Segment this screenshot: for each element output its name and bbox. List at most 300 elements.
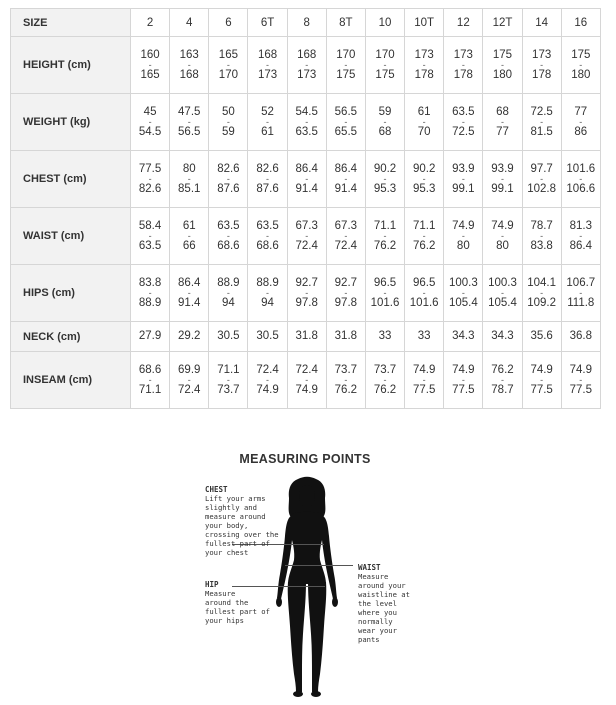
cell-value: 34.3 <box>491 330 514 343</box>
table-row <box>11 37 601 94</box>
cell-range-dash: - <box>148 174 152 184</box>
table-cell <box>170 151 209 208</box>
cell-min-value: 86.4 <box>295 162 318 175</box>
cell-range-dash: - <box>344 231 348 241</box>
table-cell <box>170 322 209 352</box>
cell-range-dash: - <box>500 117 504 127</box>
cell-max-value: 70 <box>417 126 431 138</box>
cell-max-value: 178 <box>414 69 434 81</box>
cell-range-dash: - <box>383 117 387 127</box>
cell-max-value: 68 <box>378 126 392 138</box>
cell-min-value: 173 <box>532 48 552 61</box>
table-row <box>11 208 601 265</box>
table-cell <box>405 94 444 151</box>
cell-range-dash: - <box>305 117 309 127</box>
hip-annotation-line: fullest part of <box>205 607 270 616</box>
cell-min-value: 168 <box>257 48 278 61</box>
table-cell <box>405 352 444 409</box>
cell-min-value: 72.4 <box>256 363 279 376</box>
cell-value: 27.9 <box>138 330 162 343</box>
cell-min-value: 96.5 <box>373 276 397 289</box>
cell-range-dash: - <box>305 231 309 241</box>
cell-min-value: 77 <box>574 105 588 118</box>
cell-max-value: 80 <box>496 240 509 252</box>
cell-min-value: 76.2 <box>491 363 514 376</box>
cell-min-value: 69.9 <box>178 363 201 376</box>
table-cell <box>365 94 404 151</box>
cell-max-value: 99.1 <box>452 183 475 195</box>
hip-annotation-title: HIP <box>205 580 219 589</box>
table-cell <box>131 352 170 409</box>
table-cell <box>522 151 561 208</box>
hip-annotation-line: around the <box>205 598 249 607</box>
cell-max-value: 72.4 <box>295 240 318 252</box>
table-cell <box>209 265 248 322</box>
cell-min-value: 45 <box>143 105 157 118</box>
cell-min-value: 90.2 <box>373 162 397 175</box>
cell-range-dash: - <box>344 60 348 70</box>
cell-min-value: 74.9 <box>569 363 592 376</box>
cell-max-value: 87.6 <box>217 183 240 195</box>
cell-value: 31.8 <box>334 330 358 343</box>
table-cell <box>405 265 444 322</box>
cell-max-value: 101.6 <box>409 297 439 309</box>
size-col-8: 8 <box>287 9 326 37</box>
chest-annotation-line: your chest <box>205 548 249 557</box>
waist-annotation-title: WAIST <box>358 563 381 572</box>
size-table-body <box>11 37 601 409</box>
size-col-14: 14 <box>522 9 561 37</box>
waist-annotation-line: normally <box>358 617 393 626</box>
waist-annotation-line: where you <box>358 608 397 617</box>
cell-range-dash: - <box>148 117 152 127</box>
chest-annotation-line: slightly and <box>205 503 257 512</box>
table-cell <box>483 151 522 208</box>
table-cell <box>248 208 287 265</box>
cell-range-dash: - <box>266 375 270 385</box>
cell-min-value: 47.5 <box>178 105 201 118</box>
table-cell <box>561 322 600 352</box>
cell-max-value: 99.1 <box>491 183 514 195</box>
table-cell <box>248 352 287 409</box>
cell-max-value: 101.6 <box>370 297 400 309</box>
cell-max-value: 105.4 <box>488 297 517 309</box>
cell-max-value: 77.5 <box>412 384 436 396</box>
cell-max-value: 68.6 <box>256 240 279 252</box>
cell-range-dash: - <box>187 117 191 127</box>
cell-max-value: 78.7 <box>491 384 514 396</box>
table-cell <box>170 265 209 322</box>
table-cell <box>405 208 444 265</box>
cell-min-value: 74.9 <box>452 363 475 376</box>
cell-max-value: 56.5 <box>178 126 201 138</box>
table-cell <box>287 322 326 352</box>
cell-min-value: 93.9 <box>491 162 514 175</box>
cell-range-dash: - <box>266 288 270 298</box>
table-row <box>11 94 601 151</box>
cell-range-dash: - <box>266 231 270 241</box>
table-cell <box>209 94 248 151</box>
cell-range-dash: - <box>226 60 230 70</box>
cell-value: 36.8 <box>569 330 592 343</box>
row-label: INSEAM (cm) <box>11 352 131 409</box>
cell-value: 35.6 <box>530 330 553 343</box>
table-cell <box>170 352 209 409</box>
cell-range-dash: - <box>344 117 348 127</box>
cell-max-value: 102.8 <box>527 183 557 195</box>
cell-max-value: 74.9 <box>256 384 279 396</box>
cell-min-value: 67.3 <box>295 219 318 232</box>
cell-max-value: 63.5 <box>138 240 162 252</box>
cell-max-value: 109.2 <box>527 297 557 309</box>
cell-max-value: 91.4 <box>295 183 318 195</box>
cell-range-dash: - <box>187 375 191 385</box>
cell-min-value: 100.3 <box>448 276 478 289</box>
cell-max-value: 95.3 <box>412 183 436 195</box>
table-cell <box>209 208 248 265</box>
cell-max-value: 88.9 <box>138 297 162 309</box>
cell-range-dash: - <box>422 117 426 127</box>
cell-range-dash: - <box>305 375 309 385</box>
cell-range-dash: - <box>344 174 348 184</box>
table-cell <box>522 37 561 94</box>
cell-range-dash: - <box>500 231 504 241</box>
cell-max-value: 77.5 <box>452 384 475 396</box>
cell-range-dash: - <box>344 288 348 298</box>
cell-range-dash: - <box>383 60 387 70</box>
waist-annotation-line: waistline at <box>358 590 410 599</box>
cell-min-value: 165 <box>218 48 238 61</box>
cell-max-value: 71.1 <box>138 384 162 396</box>
cell-range-dash: - <box>579 60 583 70</box>
table-cell <box>287 94 326 151</box>
cell-min-value: 80 <box>182 162 196 175</box>
cell-range-dash: - <box>305 60 309 70</box>
cell-max-value: 72.5 <box>452 126 475 138</box>
cell-max-value: 180 <box>492 69 513 81</box>
waist-annotation-line: the level <box>358 599 397 608</box>
hip-annotation <box>205 580 285 625</box>
cell-max-value: 86 <box>574 126 588 138</box>
table-cell <box>170 94 209 151</box>
cell-max-value: 63.5 <box>295 126 318 138</box>
cell-max-value: 178 <box>453 69 473 81</box>
cell-range-dash: - <box>540 60 544 70</box>
cell-range-dash: - <box>148 288 152 298</box>
cell-range-dash: - <box>579 288 583 298</box>
cell-max-value: 76.2 <box>373 240 397 252</box>
size-col-2: 2 <box>131 9 170 37</box>
size-col-4: 4 <box>170 9 209 37</box>
cell-min-value: 170 <box>336 48 356 61</box>
cell-range-dash: - <box>422 231 426 241</box>
cell-max-value: 72.4 <box>178 384 201 396</box>
cell-range-dash: - <box>579 231 583 241</box>
cell-min-value: 163 <box>179 48 199 61</box>
table-cell <box>326 265 365 322</box>
cell-min-value: 63.5 <box>256 219 279 232</box>
table-cell <box>248 37 287 94</box>
table-cell <box>248 265 287 322</box>
table-cell <box>522 352 561 409</box>
cell-min-value: 74.9 <box>530 363 553 376</box>
cell-min-value: 54.5 <box>295 105 318 118</box>
table-cell <box>326 352 365 409</box>
table-cell <box>405 37 444 94</box>
cell-range-dash: - <box>461 375 465 385</box>
table-cell <box>561 352 600 409</box>
table-cell <box>561 208 600 265</box>
table-cell <box>287 151 326 208</box>
table-cell <box>326 208 365 265</box>
table-cell <box>365 37 404 94</box>
cell-max-value: 74.9 <box>295 384 318 396</box>
hip-annotation-line: Measure <box>205 589 236 598</box>
table-cell <box>483 352 522 409</box>
table-cell <box>561 37 600 94</box>
cell-value: 29.2 <box>178 330 201 343</box>
cell-min-value: 52 <box>261 105 274 118</box>
table-cell <box>287 37 326 94</box>
cell-max-value: 180 <box>571 69 591 81</box>
chest-annotation-line: measure around <box>205 512 266 521</box>
cell-min-value: 67.3 <box>334 219 358 232</box>
cell-range-dash: - <box>187 60 191 70</box>
cell-min-value: 73.7 <box>373 363 397 376</box>
cell-range-dash: - <box>148 375 152 385</box>
table-row <box>11 352 601 409</box>
table-row <box>11 322 601 352</box>
waist-annotation-line: around your <box>358 581 406 590</box>
cell-range-dash: - <box>383 174 387 184</box>
cell-max-value: 80 <box>456 240 470 252</box>
table-cell <box>444 265 483 322</box>
cell-range-dash: - <box>226 117 230 127</box>
table-cell <box>365 151 404 208</box>
cell-range-dash: - <box>226 231 230 241</box>
table-cell <box>365 352 404 409</box>
cell-range-dash: - <box>422 174 426 184</box>
chest-annotation-line: your body, <box>205 521 249 530</box>
cell-max-value: 91.4 <box>334 183 358 195</box>
cell-min-value: 100.3 <box>488 276 517 289</box>
cell-max-value: 76.2 <box>334 384 358 396</box>
table-cell <box>365 208 404 265</box>
size-col-16: 16 <box>561 9 600 37</box>
chest-annotation-line: crossing over the <box>205 530 279 539</box>
cell-max-value: 94 <box>261 297 274 309</box>
cell-max-value: 105.4 <box>448 297 478 309</box>
cell-max-value: 72.4 <box>334 240 358 252</box>
cell-min-value: 175 <box>571 48 591 61</box>
cell-value: 33 <box>378 330 392 343</box>
cell-min-value: 71.1 <box>412 219 436 232</box>
table-cell <box>209 37 248 94</box>
row-label: WAIST (cm) <box>11 208 131 265</box>
cell-max-value: 178 <box>532 69 552 81</box>
cell-min-value: 83.8 <box>138 276 162 289</box>
cell-min-value: 56.5 <box>334 105 358 118</box>
cell-min-value: 61 <box>417 105 431 118</box>
table-cell <box>248 322 287 352</box>
cell-max-value: 66 <box>182 240 196 252</box>
table-cell <box>522 208 561 265</box>
table-cell <box>444 94 483 151</box>
cell-min-value: 173 <box>414 48 434 61</box>
cell-value: 33 <box>417 330 431 343</box>
cell-range-dash: - <box>579 375 583 385</box>
cell-min-value: 74.9 <box>491 219 514 232</box>
cell-range-dash: - <box>187 174 191 184</box>
table-cell <box>444 208 483 265</box>
chest-annotation-line: fullest part of <box>205 539 270 548</box>
size-header-row <box>11 9 601 37</box>
cell-max-value: 76.2 <box>412 240 436 252</box>
cell-max-value: 83.8 <box>530 240 553 252</box>
cell-min-value: 160 <box>140 48 160 61</box>
cell-range-dash: - <box>461 60 465 70</box>
cell-range-dash: - <box>500 375 504 385</box>
cell-max-value: 94 <box>221 297 235 309</box>
cell-min-value: 101.6 <box>566 162 596 175</box>
table-row <box>11 265 601 322</box>
waist-annotation-line: pants <box>358 635 380 644</box>
cell-max-value: 77 <box>496 126 509 138</box>
cell-max-value: 81.5 <box>530 126 553 138</box>
cell-value: 30.5 <box>217 330 240 343</box>
cell-range-dash: - <box>461 117 465 127</box>
cell-max-value: 54.5 <box>138 126 162 138</box>
cell-max-value: 87.6 <box>256 183 279 195</box>
size-col-12: 12 <box>444 9 483 37</box>
cell-min-value: 68 <box>496 105 509 118</box>
cell-range-dash: - <box>422 60 426 70</box>
cell-min-value: 50 <box>221 105 235 118</box>
cell-min-value: 92.7 <box>295 276 318 289</box>
table-cell <box>209 352 248 409</box>
cell-max-value: 65.5 <box>334 126 358 138</box>
cell-range-dash: - <box>540 174 544 184</box>
table-cell <box>365 265 404 322</box>
table-cell <box>287 208 326 265</box>
cell-min-value: 63.5 <box>217 219 240 232</box>
table-row <box>11 151 601 208</box>
table-cell <box>131 151 170 208</box>
cell-max-value: 82.6 <box>138 183 162 195</box>
table-cell <box>522 322 561 352</box>
cell-range-dash: - <box>266 60 270 70</box>
row-label: WEIGHT (kg) <box>11 94 131 151</box>
cell-range-dash: - <box>461 231 465 241</box>
table-cell <box>522 94 561 151</box>
cell-max-value: 165 <box>140 69 160 81</box>
cell-min-value: 78.7 <box>530 219 553 232</box>
cell-range-dash: - <box>148 60 152 70</box>
waist-annotation-line: Measure <box>358 572 389 581</box>
size-col-12t: 12T <box>483 9 522 37</box>
chest-annotation-title: CHEST <box>205 485 228 494</box>
cell-value: 30.5 <box>256 330 279 343</box>
cell-min-value: 170 <box>375 48 395 61</box>
cell-min-value: 96.5 <box>412 276 436 289</box>
cell-range-dash: - <box>226 375 230 385</box>
table-cell <box>248 151 287 208</box>
cell-range-dash: - <box>540 375 544 385</box>
cell-max-value: 106.6 <box>566 183 596 195</box>
cell-max-value: 95.3 <box>373 183 397 195</box>
waist-annotation-line: wear your <box>358 626 397 635</box>
cell-min-value: 173 <box>453 48 473 61</box>
size-col-8t: 8T <box>326 9 365 37</box>
cell-range-dash: - <box>540 231 544 241</box>
cell-max-value: 76.2 <box>373 384 397 396</box>
table-cell <box>483 265 522 322</box>
cell-range-dash: - <box>226 174 230 184</box>
cell-min-value: 104.1 <box>527 276 557 289</box>
cell-min-value: 77.5 <box>138 162 162 175</box>
cell-min-value: 71.1 <box>373 219 397 232</box>
size-col-10: 10 <box>365 9 404 37</box>
table-cell <box>405 322 444 352</box>
cell-min-value: 71.1 <box>217 363 240 376</box>
table-cell <box>561 151 600 208</box>
cell-max-value: 86.4 <box>569 240 592 252</box>
cell-max-value: 168 <box>179 69 199 81</box>
cell-max-value: 59 <box>221 126 235 138</box>
table-cell <box>131 94 170 151</box>
cell-max-value: 111.8 <box>567 297 595 309</box>
cell-range-dash: - <box>579 174 583 184</box>
cell-range-dash: - <box>540 117 544 127</box>
table-cell <box>444 352 483 409</box>
table-cell <box>248 94 287 151</box>
measuring-points-title: MEASURING POINTS <box>239 452 371 466</box>
cell-range-dash: - <box>383 288 387 298</box>
table-cell <box>483 37 522 94</box>
cell-max-value: 61 <box>261 126 274 138</box>
cell-min-value: 175 <box>492 48 513 61</box>
cell-range-dash: - <box>461 174 465 184</box>
cell-max-value: 85.1 <box>178 183 201 195</box>
table-cell <box>561 94 600 151</box>
table-cell <box>444 37 483 94</box>
table-cell <box>405 151 444 208</box>
cell-min-value: 90.2 <box>412 162 436 175</box>
cell-max-value: 175 <box>336 69 356 81</box>
cell-range-dash: - <box>344 375 348 385</box>
cell-min-value: 61 <box>182 219 196 232</box>
table-cell <box>209 322 248 352</box>
table-cell <box>287 352 326 409</box>
table-cell <box>131 208 170 265</box>
row-label: HEIGHT (cm) <box>11 37 131 94</box>
table-cell <box>483 208 522 265</box>
cell-min-value: 86.4 <box>178 276 201 289</box>
cell-min-value: 92.7 <box>334 276 358 289</box>
cell-max-value: 68.6 <box>217 240 240 252</box>
table-cell <box>326 94 365 151</box>
cell-max-value: 173 <box>297 69 317 81</box>
table-cell <box>483 94 522 151</box>
cell-min-value: 72.4 <box>295 363 318 376</box>
cell-range-dash: - <box>579 117 583 127</box>
cell-max-value: 91.4 <box>178 297 201 309</box>
cell-value: 34.3 <box>452 330 475 343</box>
cell-value: 31.8 <box>295 330 318 343</box>
size-col-10t: 10T <box>405 9 444 37</box>
hip-annotation-line: your hips <box>205 616 244 625</box>
cell-range-dash: - <box>383 231 387 241</box>
